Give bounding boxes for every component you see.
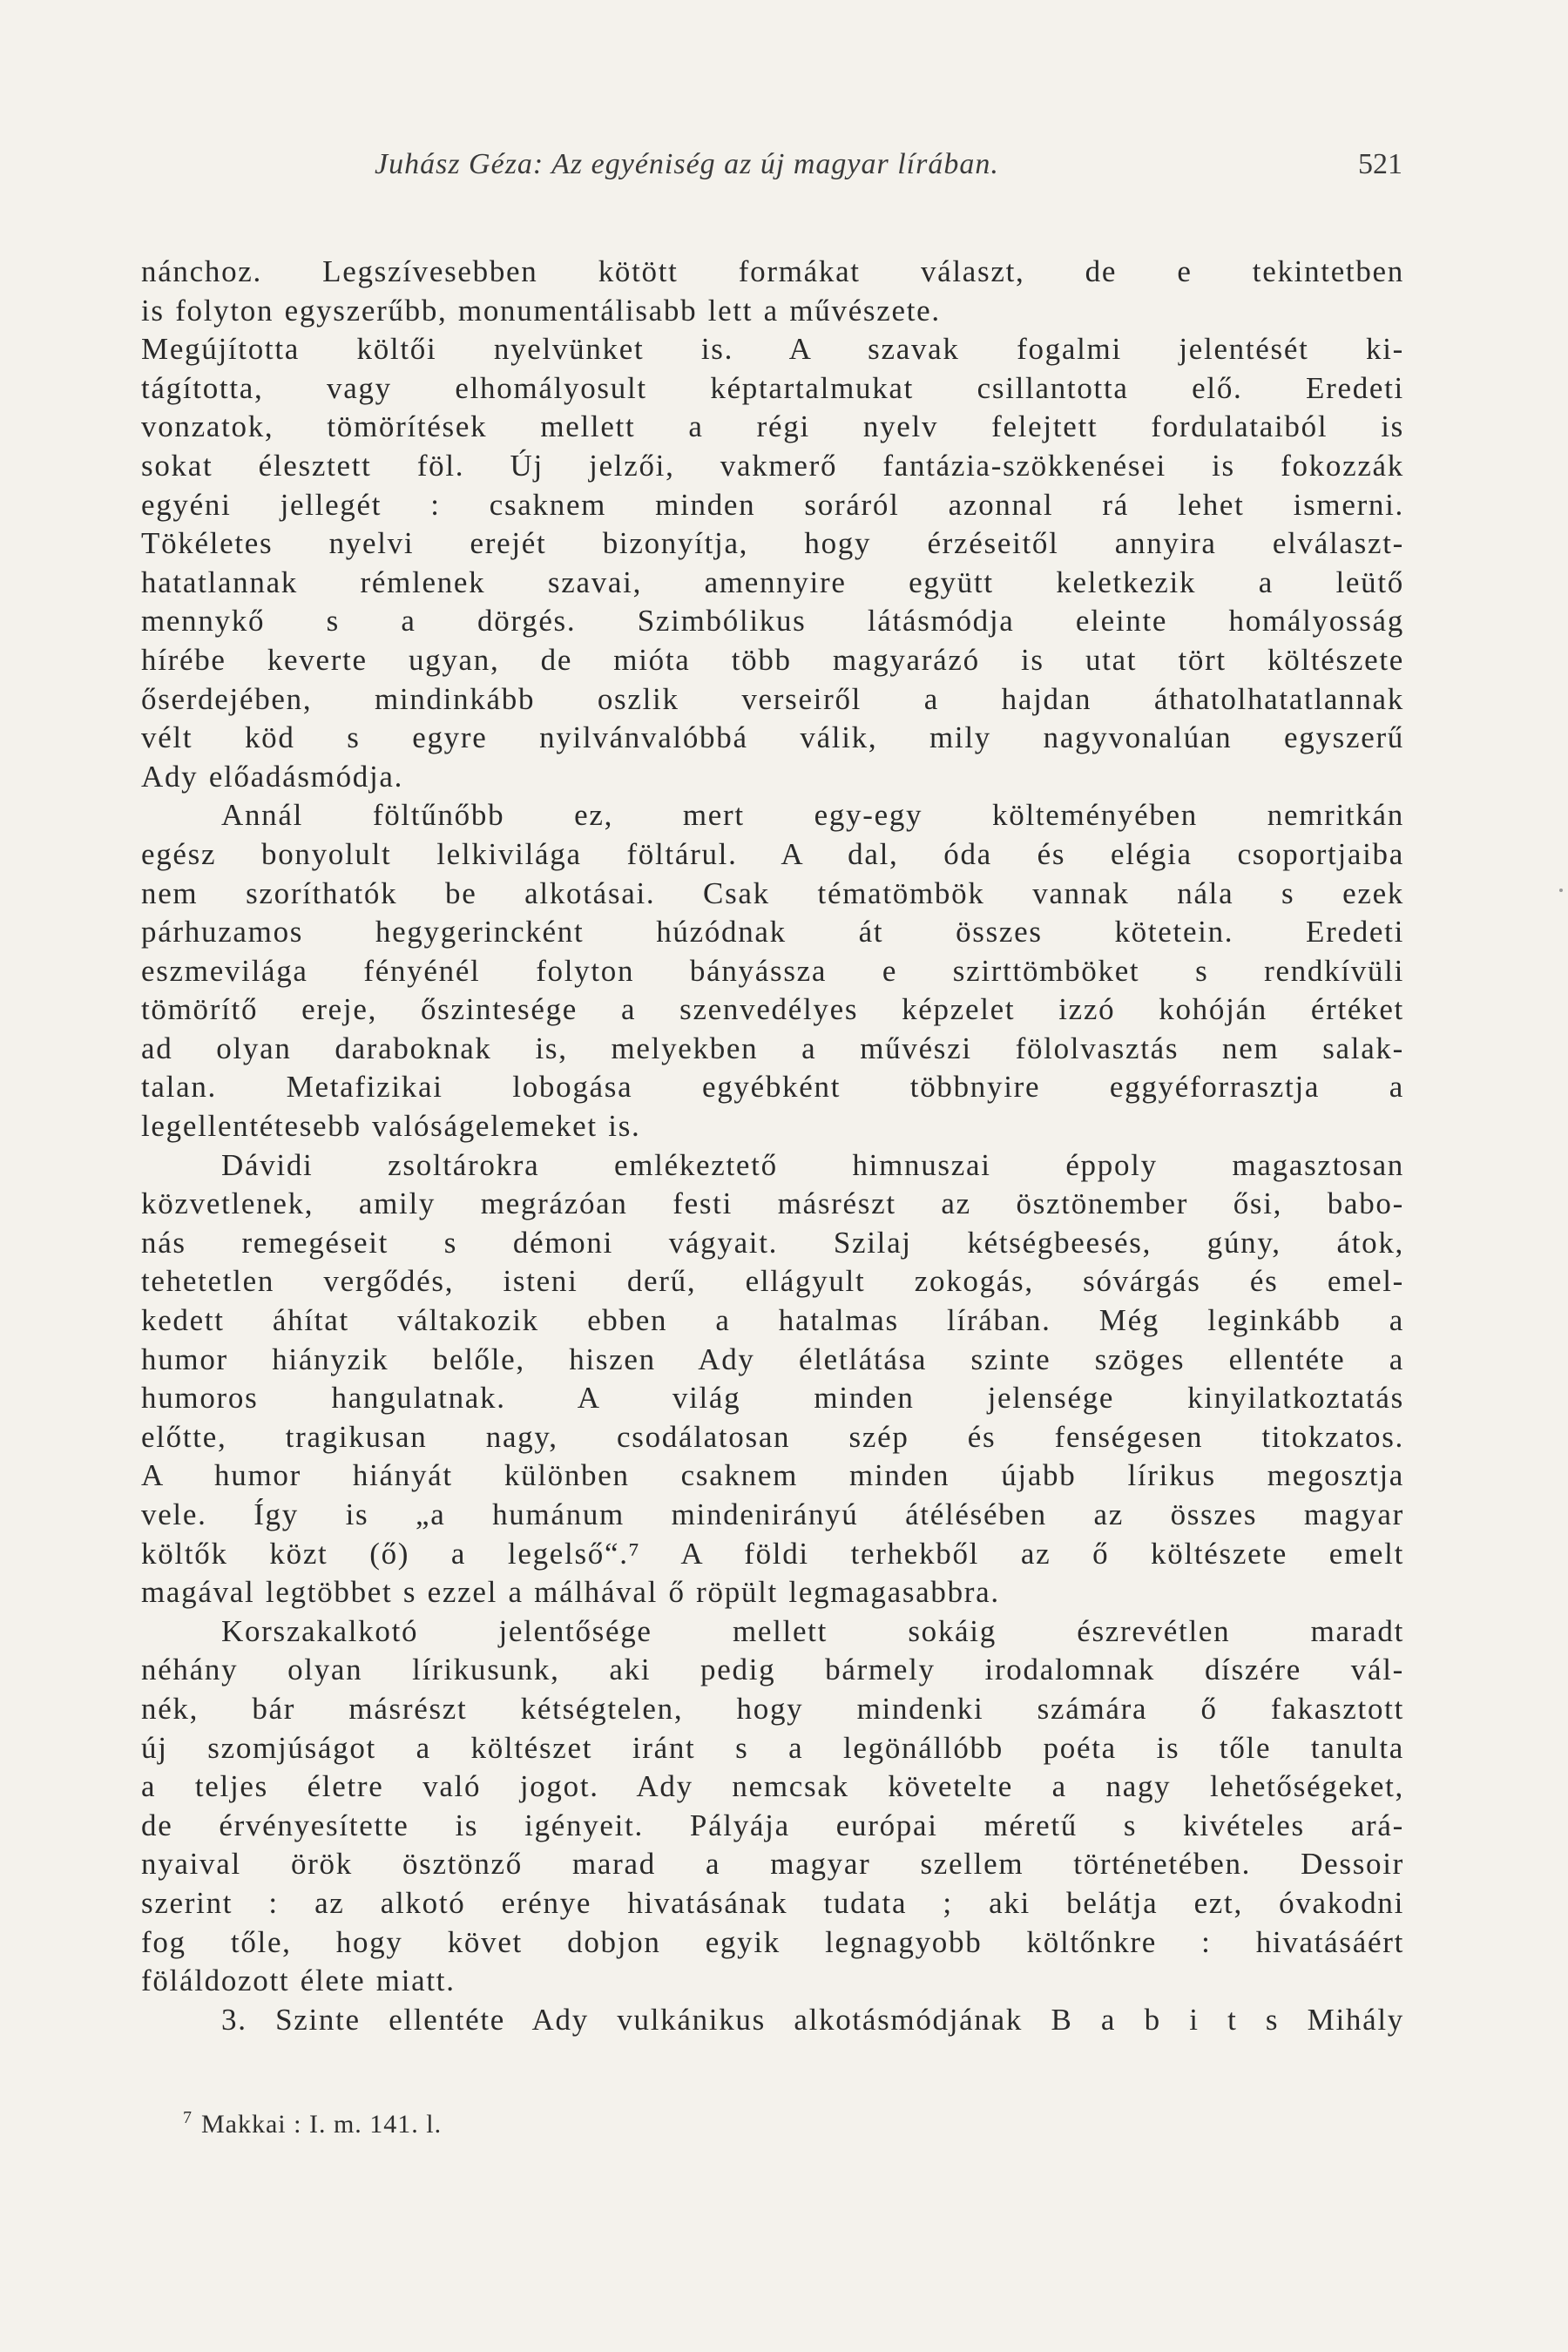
text-line: hatatlannak rémlenek szavai, amennyire együtt keletkezik a leütő	[141, 564, 1404, 599]
running-header	[375, 148, 1402, 192]
text-line: fog tőle, hogy követ dobjon egyik legnagyobb költőnkre : hivatásáért	[141, 1924, 1404, 1959]
text-line: Megújította költői nyelvünket is. A szavak fogalmi jelentését ki-	[141, 332, 1404, 367]
text-line: párhuzamos hegygerincként húzódnak át összes kötetein. Eredeti	[141, 915, 1404, 950]
text-line: tehetetlen vergődés, isteni derű, ellágyult zokogás, sóvárgás és emel-	[141, 1264, 1404, 1299]
page-number: 521	[1358, 148, 1402, 180]
text-line: őserdejében, mindinkább oszlik verseiről a hajdan áthatolhatatlannak	[141, 681, 1404, 716]
text-line: Annál föltűnőbb ez, mert egy-egy költeményében nemritkán	[221, 798, 1404, 833]
text-line: föláldozott élete miatt.	[141, 1963, 456, 1998]
text-line: hírébe keverte ugyan, de mióta több magyarázó is utat tört költészete	[141, 642, 1404, 677]
text-line: nánchoz. Legszívesebben kötött formákat választ, de e tekintetben	[141, 254, 1404, 288]
footnote-text: Makkai : I. m. 141. l.	[201, 2110, 443, 2139]
text-line: új szomjúságot a költészet iránt s a legönállóbb poéta is tőle tanulta	[141, 1730, 1404, 1765]
text-line: sokat élesztett föl. Új jelzői, vakmerő fantázia-szökkenései is fokozzák	[141, 448, 1404, 483]
text-line: a teljes életre való jogot. Ady nemcsak követelte a nagy lehetőségeket,	[141, 1769, 1404, 1804]
text-line: Dávidi zsoltárokra emlékeztető himnuszai éppoly magasztosan	[221, 1147, 1404, 1182]
text-line: tágította, vagy elhomályosult képtartalmukat csillantotta elő. Eredeti	[141, 370, 1404, 405]
footnote	[183, 2108, 442, 2139]
text-line: humor hiányzik belőle, hiszen Ady életlátása szinte szöges ellentéte a	[141, 1342, 1404, 1376]
text-line: közvetlenek, amily megrázóan festi másrészt az ösztönember ősi, babo-	[141, 1186, 1404, 1221]
text-line: kedett áhítat váltakozik ebben a hatalmas lírában. Még leginkább a	[141, 1303, 1404, 1338]
text-line: mennykő s a dörgés. Szimbólikus látásmódja eleinte homályosság	[141, 604, 1404, 639]
running-head-title: Juhász Géza: Az egyéniség az új magyar lírában.	[375, 148, 999, 180]
text-line: legellentétesebb valóságelemeket is.	[141, 1109, 641, 1144]
text-line: eszmevilága fényénél folyton bányássza e szirttömböket s rendkívüli	[141, 953, 1404, 988]
text-line: nék, bár másrészt kétségtelen, hogy mindenki számára ő fakasztott	[141, 1691, 1404, 1726]
text-line: egész bonyolult lelkivilága föltárul. A dal, óda és elégia csoportjaiba	[141, 836, 1404, 871]
text-line: vele. Így is „a humánum mindenirányú átélésében az összes magyar	[141, 1497, 1404, 1531]
text-line: tömörítő ereje, őszintesége a szenvedélyes képzelet izzó kohóján értéket	[141, 992, 1404, 1027]
text-line: néhány olyan lírikusunk, aki pedig bármely irodalomnak díszére vál-	[141, 1652, 1404, 1687]
text-line: Ady előadásmódja.	[141, 759, 404, 794]
text-line: humoros hangulatnak. A világ minden jelensége kinyilatkoztatás	[141, 1381, 1404, 1416]
text-line: szerint : az alkotó erénye hivatásának tudata ; aki belátja ezt, óvakodni	[141, 1885, 1404, 1920]
text-line: ad olyan daraboknak is, melyekben a művészi fölolvasztás nem salak-	[141, 1031, 1404, 1065]
text-line: költők közt (ő) a legelső“.⁷ A földi terhekből az ő költészete emelt	[141, 1536, 1404, 1571]
text-line: nás remegéseit s démoni vágyait. Szilaj kétségbeesés, gúny, átok,	[141, 1225, 1404, 1260]
text-line: vonzatok, tömörítések mellett a régi nyelv felejtett fordulataiból is	[141, 409, 1404, 444]
text-line: de érvényesítette is igényeit. Pályája európai méretű s kivételes ará-	[141, 1808, 1404, 1842]
text-line: magával legtöbbet s ezzel a málhával ő röpült legmagasabbra.	[141, 1575, 1000, 1610]
text-line: is folyton egyszerűbb, monumentálisabb lett a művészete.	[141, 293, 941, 328]
text-line: Tökéletes nyelvi erejét bizonyítja, hogy érzéseitől annyira elválaszt-	[141, 526, 1404, 561]
text-line: A humor hiányát különben csaknem minden újabb lírikus megosztja	[141, 1458, 1404, 1493]
text-line: vélt köd s egyre nyilvánvalóbbá válik, mily nagyvonalúan egyszerű	[141, 720, 1404, 755]
text-line: talan. Metafizikai lobogása egyébként többnyire eggyéforrasztja a	[141, 1070, 1404, 1105]
text-line: egyéni jellegét : csaknem minden soráról azonnal rá lehet ismerni.	[141, 487, 1404, 522]
text-line: 3. Szinte ellentéte Ady vulkánikus alkotásmódjának B a b i t s Mihály	[221, 2002, 1404, 2037]
body-text	[141, 253, 1404, 2039]
text-line: nem szoríthatók be alkotásai. Csak tématömbök vannak nála s ezek	[141, 875, 1404, 910]
text-line: nyaival örök ösztönző marad a magyar szellem történetében. Dessoir	[141, 1847, 1404, 1882]
text-line: Korszakalkotó jelentősége mellett sokáig észrevétlen maradt	[221, 1613, 1404, 1648]
text-line: előtte, tragikusan nagy, csodálatosan szép és fenségesen titokzatos.	[141, 1419, 1404, 1454]
footnote-marker: 7	[183, 2108, 193, 2127]
scan-speck	[1559, 889, 1563, 892]
